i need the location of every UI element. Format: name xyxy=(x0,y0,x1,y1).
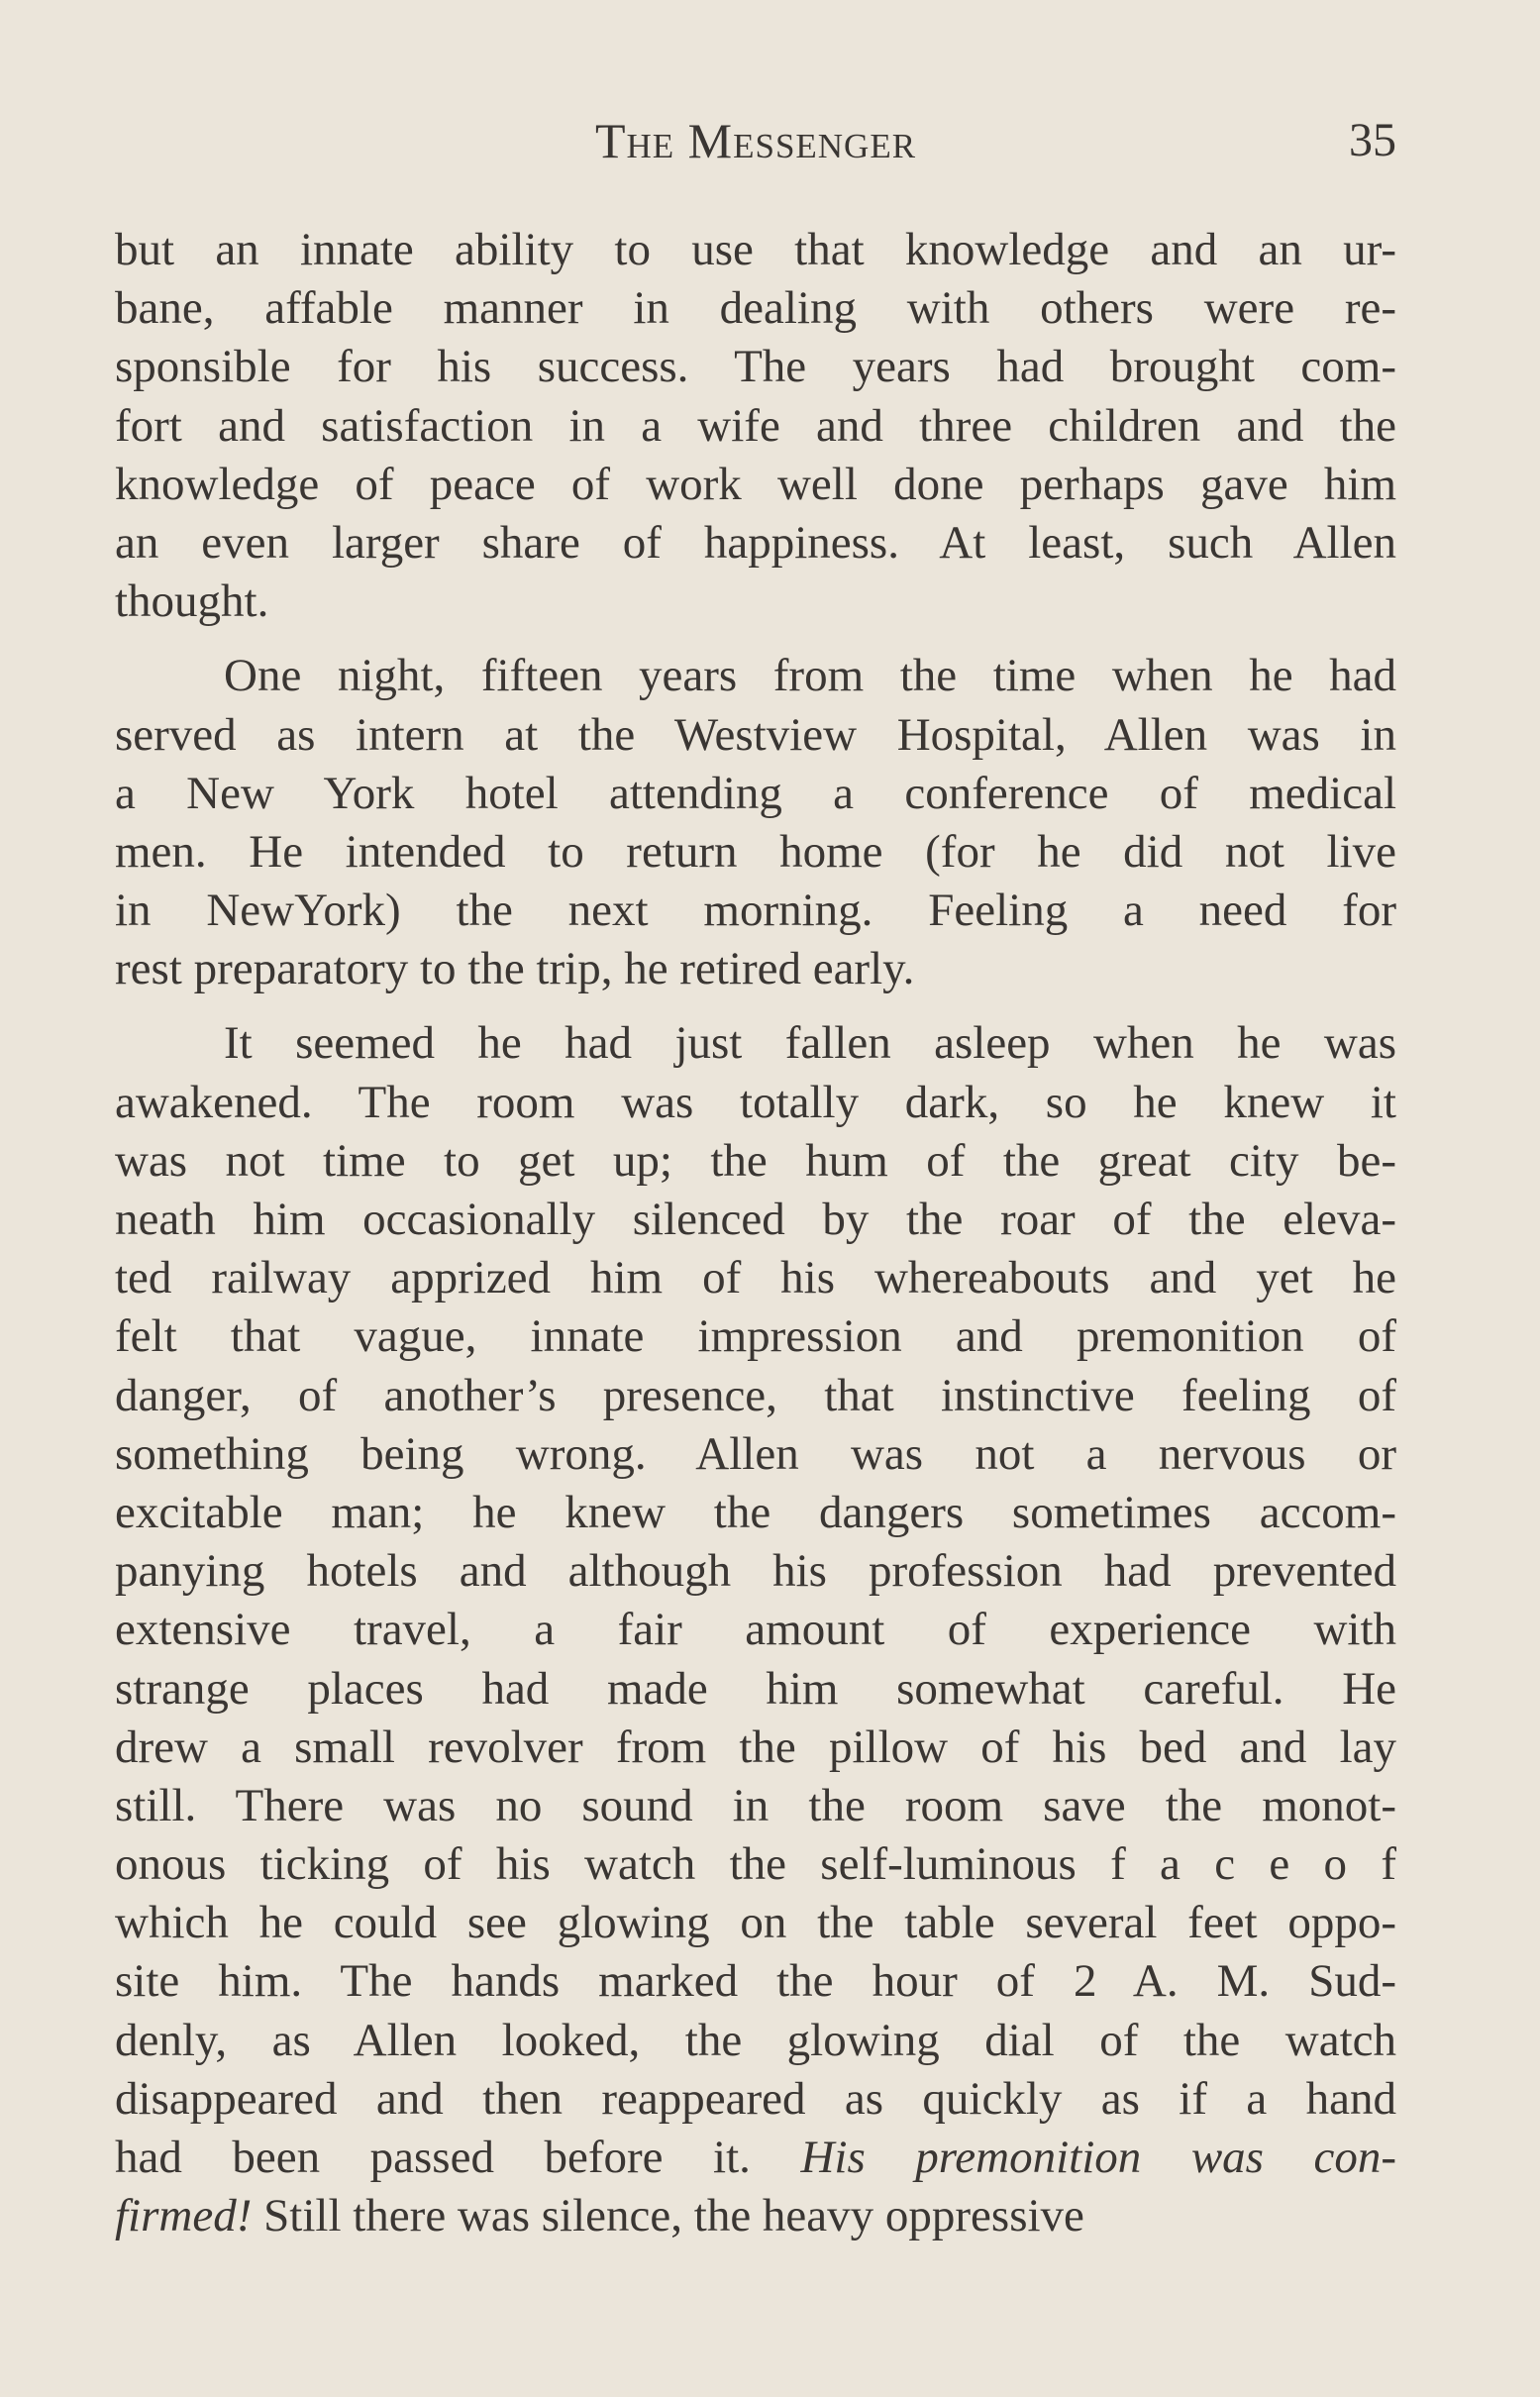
text-line xyxy=(115,1014,1396,1073)
paragraph-gap xyxy=(115,998,1396,1014)
text-line xyxy=(115,1425,1396,1484)
text-line xyxy=(115,1191,1396,1249)
text-line xyxy=(115,2129,1396,2187)
text-line xyxy=(115,940,1396,998)
text-segment: extensive travel, a fair amount of experience with xyxy=(115,1604,1396,1656)
text-segment: fort and satisfaction in a wife and three children and the xyxy=(115,399,1396,452)
text-segment: Still there was silence, the heavy oppressive xyxy=(252,2190,1084,2242)
paragraph xyxy=(115,647,1396,998)
text-line xyxy=(115,1367,1396,1425)
text-segment: knowledge of peace of work well done perhaps gave him xyxy=(115,458,1396,510)
italic-text: His premonition was con- xyxy=(800,2132,1396,2183)
text-line xyxy=(115,1074,1396,1132)
text-segment: an even larger share of happiness. At least, such Allen xyxy=(115,516,1396,569)
text-line xyxy=(115,397,1396,456)
text-segment: men. He intended to return home (for he did not live xyxy=(115,825,1396,878)
text-line xyxy=(115,514,1396,573)
text-segment: felt that vague, innate impression and premonition of xyxy=(115,1310,1396,1363)
paragraph-gap xyxy=(115,631,1396,647)
text-line xyxy=(115,1307,1396,1366)
text-line xyxy=(115,1132,1396,1191)
text-line xyxy=(115,573,1396,631)
text-line xyxy=(115,1542,1396,1601)
text-line xyxy=(115,1894,1396,1952)
text-segment: but an innate ability to use that knowledge and an ur- xyxy=(115,224,1396,275)
text-line xyxy=(115,2070,1396,2129)
text-line xyxy=(115,279,1396,338)
text-line xyxy=(115,2187,1396,2245)
text-line xyxy=(115,1249,1396,1307)
text-line xyxy=(115,1835,1396,1894)
text-line xyxy=(115,823,1396,882)
text-segment: strange places had made him somewhat careful. He xyxy=(115,1662,1396,1715)
text-segment: It seemed he had just fallen asleep when he was xyxy=(224,1017,1396,1070)
paragraph xyxy=(115,1014,1396,2245)
paragraph xyxy=(115,221,1396,631)
text-segment: site him. The hands marked the hour of 2 A. M. Sud- xyxy=(115,1955,1396,2008)
page-number: 35 xyxy=(1349,114,1396,166)
text-line xyxy=(115,1660,1396,1719)
text-segment: excitable man; he knew the dangers sometimes accom- xyxy=(115,1486,1396,1538)
text-line xyxy=(115,1952,1396,2011)
text-line xyxy=(115,1601,1396,1659)
text-line xyxy=(115,765,1396,823)
text-segment: sponsible for his success. The years had brought com- xyxy=(115,341,1396,393)
text-segment: One night, fifteen years from the time when he had xyxy=(224,650,1396,702)
text-segment: onous ticking of his watch the self-luminous f a c e o f xyxy=(115,1838,1396,1891)
text-segment: panying hotels and although his profession had prevented xyxy=(115,1545,1396,1598)
text-segment: drew a small revolver from the pillow of his bed and lay xyxy=(115,1720,1396,1773)
text-segment: still. There was no sound in the room save the monot- xyxy=(115,1779,1396,1831)
text-line xyxy=(115,1484,1396,1542)
text-segment: thought. xyxy=(115,575,269,628)
text-segment: a New York hotel attending a conference of medical xyxy=(115,767,1396,819)
text-line xyxy=(115,2012,1396,2070)
text-line xyxy=(115,221,1396,279)
text-segment: in NewYork) the next morning. Feeling a need for xyxy=(115,885,1396,937)
italic-text: firmed! xyxy=(115,2190,253,2242)
text-segment: danger, of another’s presence, that instinctive feeling of xyxy=(115,1369,1396,1421)
running-head xyxy=(115,111,1396,170)
running-head-title: The Messenger xyxy=(594,113,917,168)
text-segment: awakened. The room was totally dark, so he knew it xyxy=(115,1076,1396,1128)
text-segment: rest preparatory to the trip, he retired early. xyxy=(115,943,915,995)
text-segment: disappeared and then reappeared as quickly as if a hand xyxy=(115,2072,1396,2125)
text-segment: denly, as Allen looked, the glowing dial of the watch xyxy=(115,2014,1396,2066)
text-segment: bane, affable manner in dealing with others were re- xyxy=(115,282,1396,335)
text-segment: neath him occasionally silenced by the roar of the eleva- xyxy=(115,1194,1396,1245)
text-segment: which he could see glowing on the table several feet oppo- xyxy=(115,1897,1396,1949)
body-text xyxy=(115,221,1396,2245)
text-segment: something being wrong. Allen was not a nervous or xyxy=(115,1427,1396,1480)
text-line xyxy=(115,1719,1396,1777)
text-line xyxy=(115,456,1396,514)
text-line xyxy=(115,647,1396,705)
text-line xyxy=(115,882,1396,940)
text-line xyxy=(115,1777,1396,1835)
text-segment: was not time to get up; the hum of the great city be- xyxy=(115,1134,1396,1187)
text-segment: served as intern at the Westview Hospital, Allen was in xyxy=(115,708,1396,761)
text-line xyxy=(115,706,1396,765)
text-segment: ted railway apprized him of his whereabouts and yet he xyxy=(115,1252,1396,1304)
text-segment: had been passed before it. xyxy=(115,2132,801,2183)
text-line xyxy=(115,338,1396,396)
